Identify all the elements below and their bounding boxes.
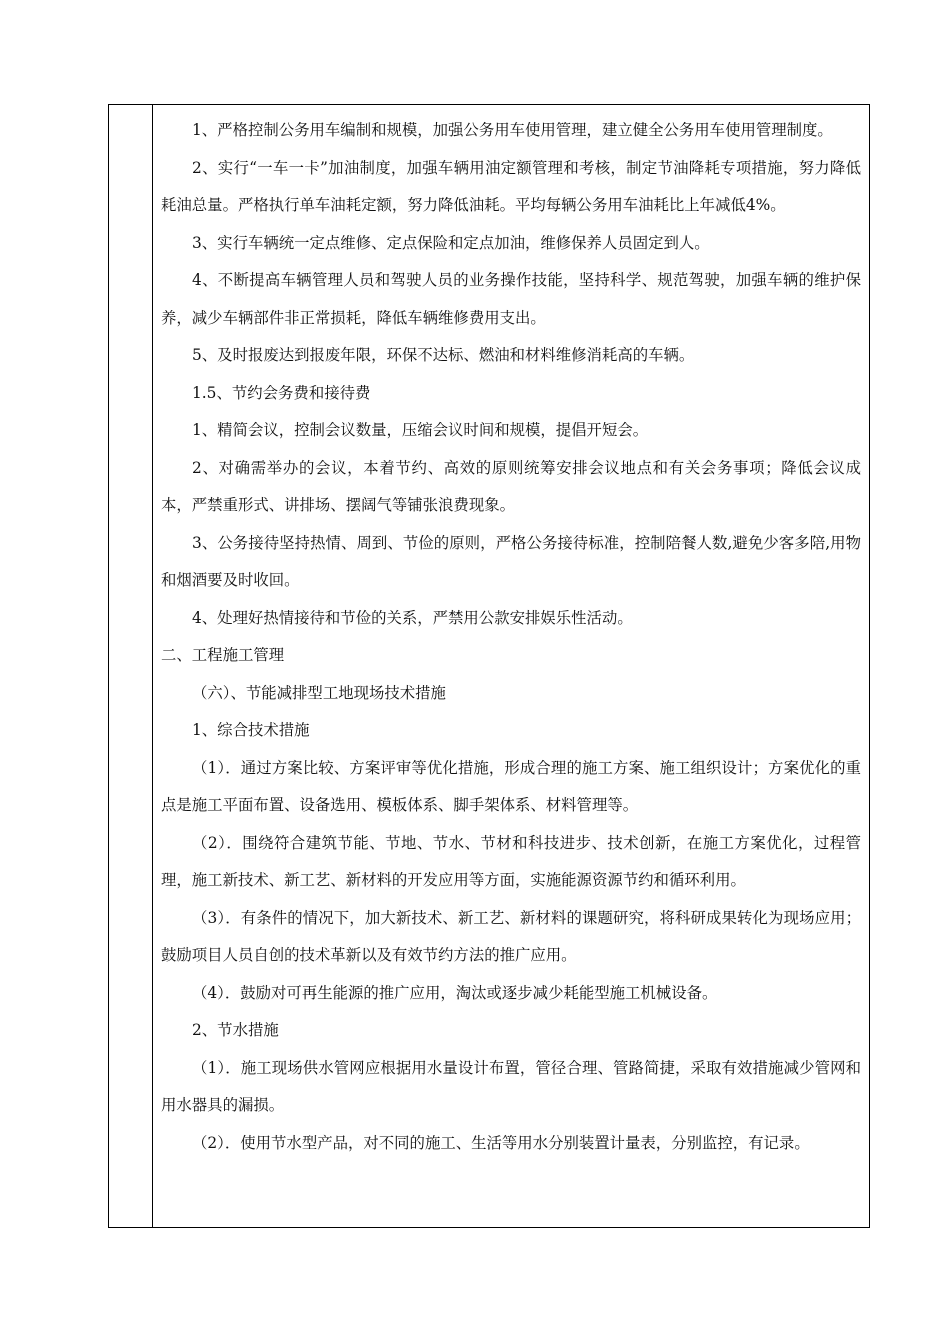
paragraph: 1、严格控制公务用车编制和规模，加强公务用车使用管理，建立健全公务用车使用管理制度。 xyxy=(192,121,833,139)
paragraph: （3）．有条件的情况下，加大新技术、新工艺、新材料的课题研究，将科研成果转化为现场应用；鼓励项目人员自创的技术革新以及有效节约方法的推广应用。 xyxy=(161,908,861,964)
paragraph: 4、处理好热情接待和节俭的关系，严禁用公款安排娱乐性活动。 xyxy=(192,608,633,627)
section-heading: 1.5、节约会务费和接待费 xyxy=(192,383,371,402)
paragraph: 2、对确需举办的会议，本着节约、高效的原则统筹安排会议地点和有关会务事项；降低会议成本，严禁重形式、讲排场、摆阔气等铺张浪费现象。 xyxy=(161,458,861,514)
paragraph: 2、实行“一车一卡”加油制度，加强车辆用油定额管理和考核，制定节油降耗专项措施，努力降低耗油总量。严格执行单车油耗定额，努力降低油耗。平均每辆公务用车油耗比上年减低4%。 xyxy=(161,158,861,214)
paragraph: 4、不断提高车辆管理人员和驾驶人员的业务操作技能，坚持科学、规范驾驶，加强车辆的维护保养，减少车辆部件非正常损耗，降低车辆维修费用支出。 xyxy=(161,271,861,327)
paragraph: 1、精简会议，控制会议数量，压缩会议时间和规模，提倡开短会。 xyxy=(192,421,649,439)
paragraph: 5、及时报废达到报废年限，环保不达标、燃油和材料维修消耗高的车辆。 xyxy=(192,346,695,364)
paragraph: 3、公务接待坚持热情、周到、节俭的原则，严格公务接待标准，控制陪餐人数,避免少客多陪,用物和烟酒要及时收回。 xyxy=(161,533,861,589)
paragraph: 3、实行车辆统一定点维修、定点保险和定点加油，维修保养人员固定到人。 xyxy=(192,233,710,252)
section-heading: （六）、节能减排型工地现场技术措施 xyxy=(192,683,446,702)
table-left-column xyxy=(109,105,153,1227)
paragraph: （1）．施工现场供水管网应根据用水量设计布置，管径合理、管路简捷，采取有效措施减少管网和用水器具的漏损。 xyxy=(161,1058,861,1114)
paragraph: （1）．通过方案比较、方案评审等优化措施，形成合理的施工方案、施工组织设计；方案优化的重点是施工平面布置、设备选用、模板体系、脚手架体系、材料管理等。 xyxy=(161,758,861,814)
chapter-heading: 二、工程施工管理 xyxy=(161,646,285,664)
subsection-heading: 1、综合技术措施 xyxy=(192,721,310,739)
paragraph: （2）．围绕符合建筑节能、节地、节水、节材和科技进步、技术创新，在施工方案优化，过程管理，施工新技术、新工艺、新材料的开发应用等方面，实施能源资源节约和循环利用。 xyxy=(161,833,861,889)
table-content-cell xyxy=(153,105,869,1227)
paragraph: （2）．使用节水型产品，对不同的施工、生活等用水分别装置计量表，分别监控，有记录。 xyxy=(192,1133,810,1152)
document-table xyxy=(108,104,870,1228)
paragraph: （4）．鼓励对可再生能源的推广应用，淘汰或逐步减少耗能型施工机械设备。 xyxy=(192,983,718,1002)
subsection-heading: 2、节水措施 xyxy=(192,1021,279,1039)
